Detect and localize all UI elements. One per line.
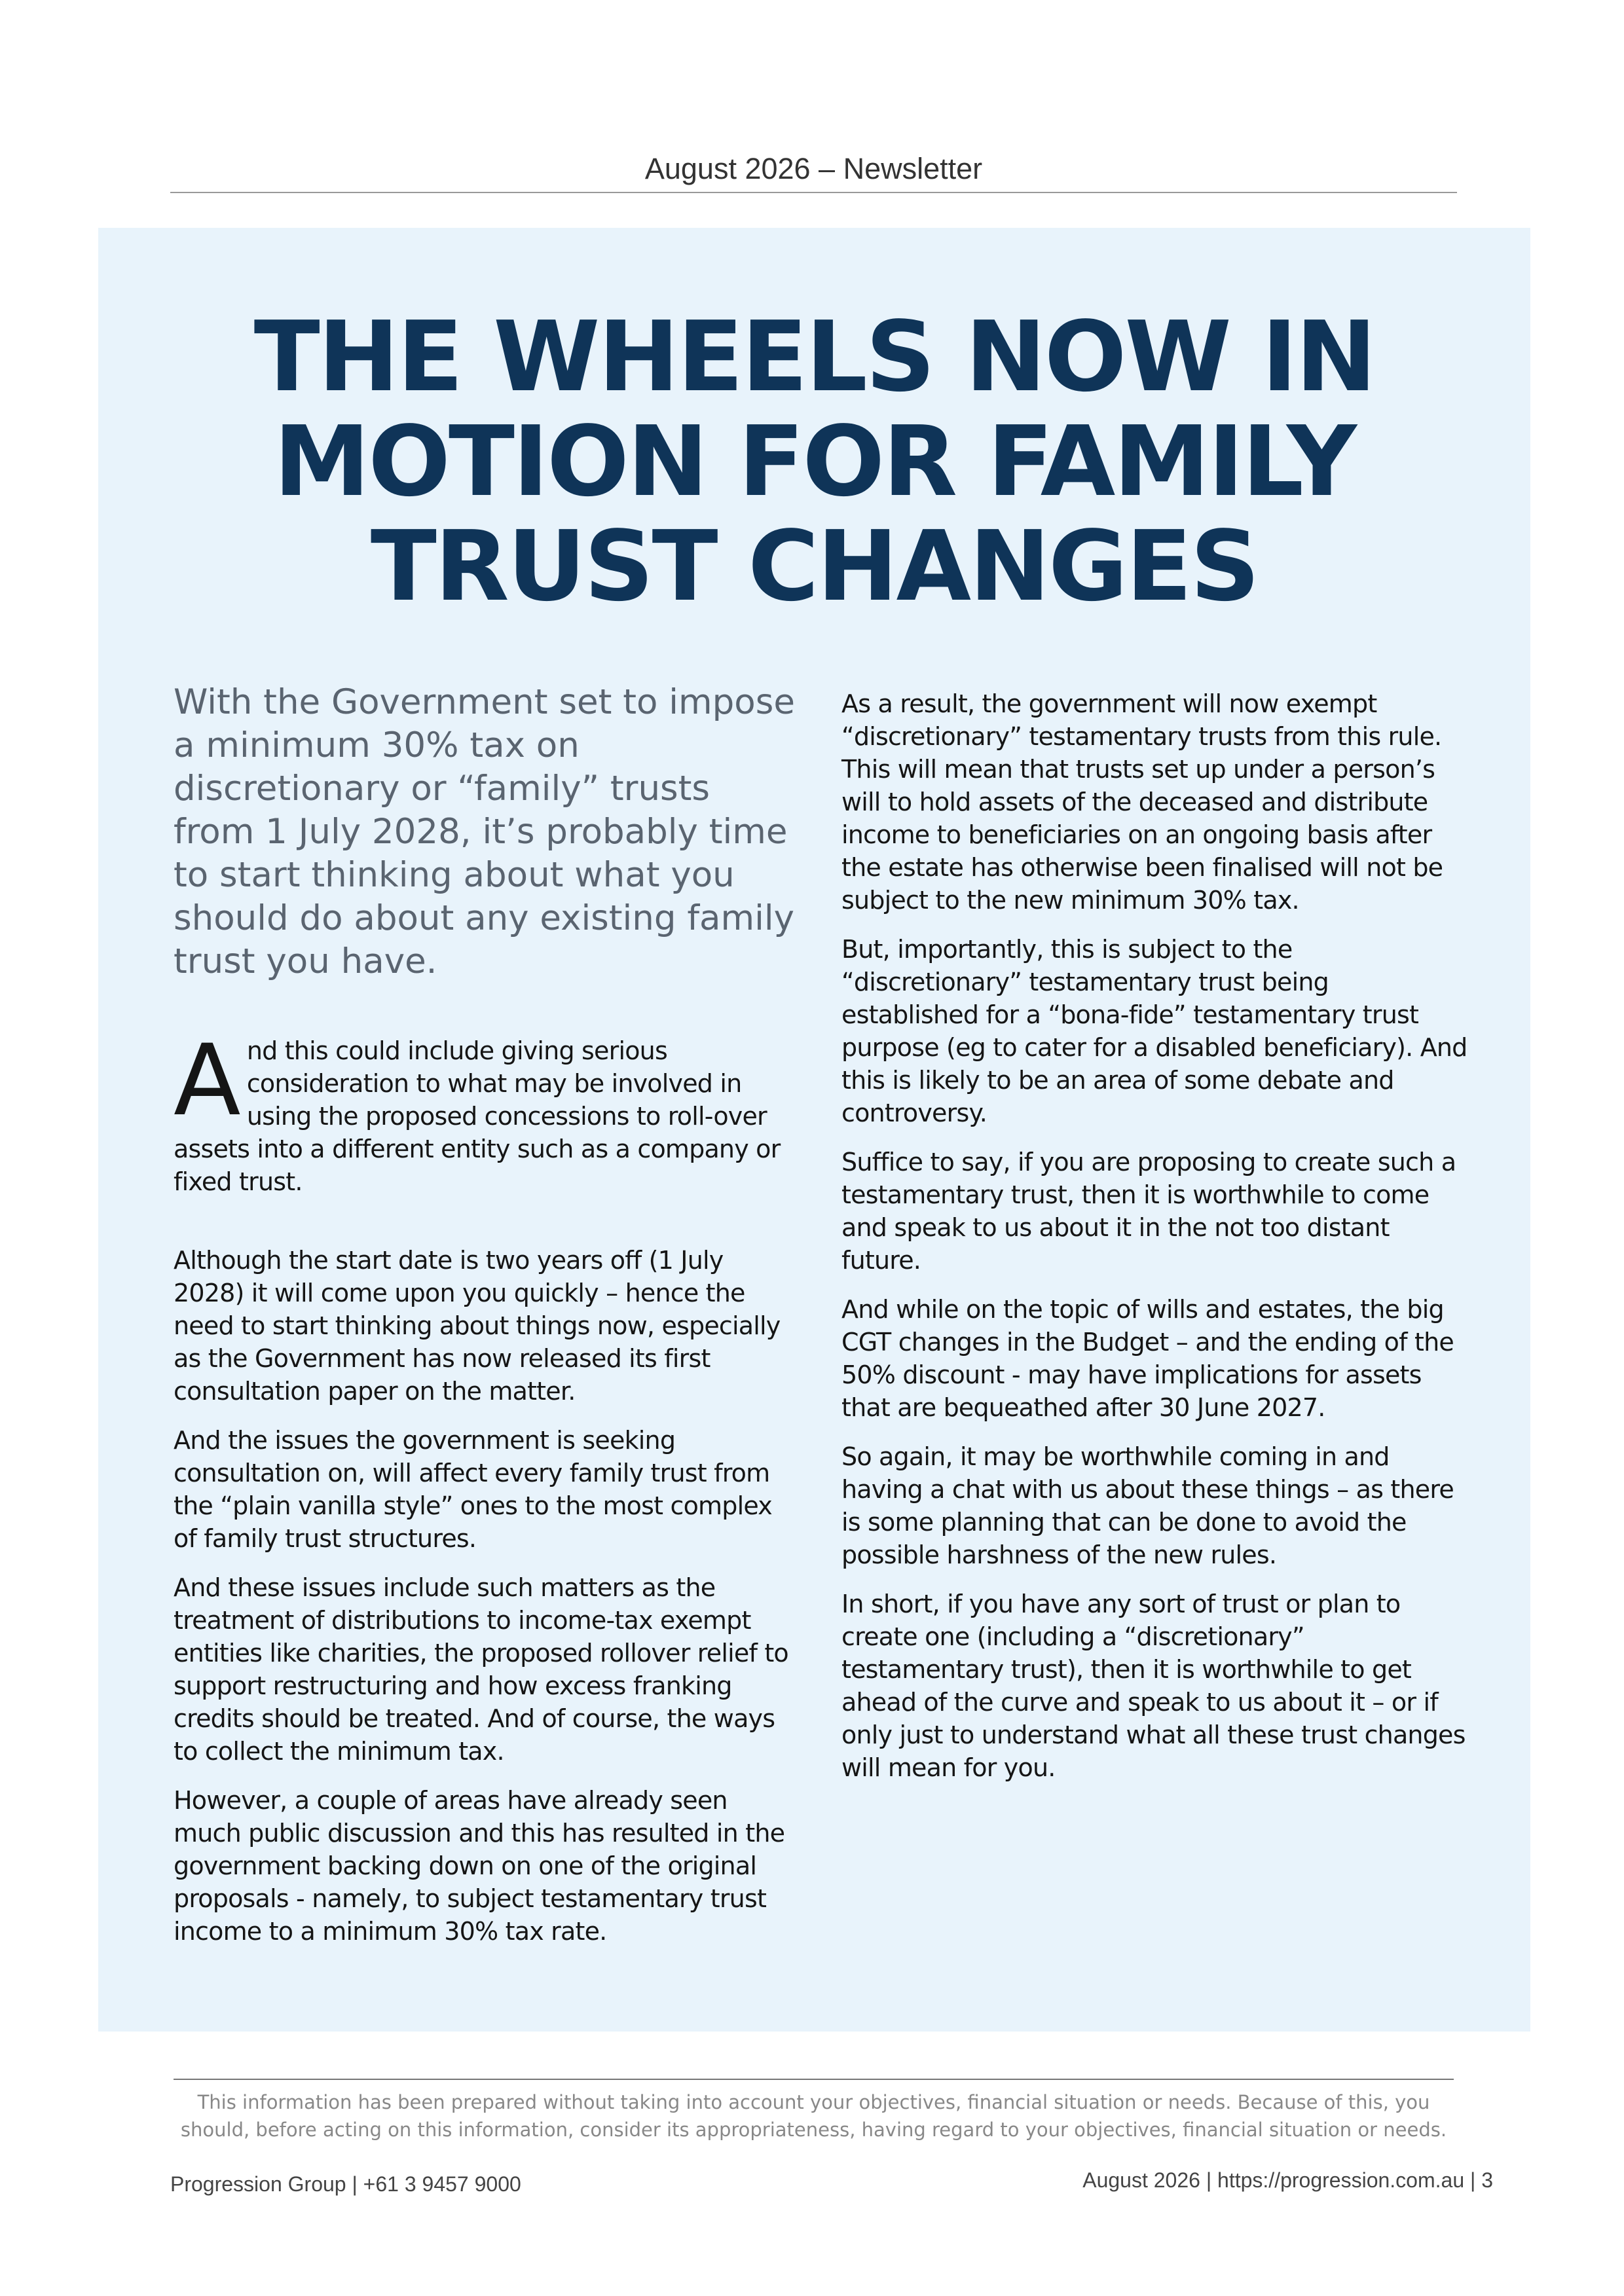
footer-divider [174,2079,1454,2080]
right-paragraph-2: But, importantly, this is subject to the “discretionary” testamentary trust being established for a “bona-fide” testamentary trust purpose (eg to cater for a disabled beneficiary). And this is likely to be an area of some debate and controversy. [841,935,1467,1127]
right-paragraph-5: So again, it may be worthwhile coming in and having a chat with us about these things – as there is some planning that can be done to avoid the possible harshness of the new rules. [841,1442,1454,1569]
right-paragraph-4: And while on the topic of wills and estates, the big CGT changes in the Budget – and the ending of the 50% discount - may have implications for assets that are bequeathed after 30 June 2027. [841,1295,1454,1422]
left-paragraph-1: Although the start date is two years off (1 July 2028) it will come upon you quickly – hence the need to start thinking about things now, especially as the Government has now released its first consultation paper on the matter. [174,1246,781,1406]
drop-cap: A [174,1024,240,1138]
right-paragraph-6: In short, if you have any sort of trust or plan to create one (including a “discretionary” testamentary trust), then it is worthwhile to get ahead of the curve and speak to us about it – or if only just to understand what all these trust changes will mean for you. [841,1590,1466,1782]
dropcap-paragraph-text: nd this could include giving serious consideration to what may be involved in using the proposed concessions to roll-over assets into a different entity such as a company or fixed trust. [174,1036,781,1196]
footer-contact: Progression Group | +61 3 9457 9000 [170,2172,521,2196]
title-line-1: THE WHEELS NOW IN [253,301,1375,413]
disclaimer-text: This information has been prepared without taking into account your objectives, financial situation or needs. Because of this, you should, before acting on this information, consider its appropriateness, having regard to your objectives, financial situation or needs. [180,2091,1447,2141]
right-paragraph-3: Suffice to say, if you are proposing to create such a testamentary trust, then it is worthwhile to come and speak to us about it in the not too distant future. [841,1148,1456,1275]
left-paragraph-4: However, a couple of areas have already seen much public discussion and this has resulted in the government backing down on one of the original proposals - namely, to subject testamentary trust income to a minimum 30% tax rate. [174,1786,785,1946]
left-paragraph-2: And the issues the government is seeking consultation on, will affect every family trust from the “plain vanilla style” ones to the most complex of family trust structures. [174,1426,772,1553]
right-paragraph-1: As a result, the government will now exempt “discretionary” testamentary trusts from this rule. This will mean that trusts set up under a person’s will to hold assets of the deceased and distribute income to beneficiaries on an ongoing basis after the estate has otherwise been finalised will not be subject to the new minimum 30% tax. [841,689,1443,915]
header-divider [170,192,1457,193]
right-column [841,687,1470,1800]
left-paragraph-3: And these issues include such matters as the treatment of distributions to income-tax exempt entities like charities, the proposed rollover relief to support restructuring and how excess franking credits should be treated. And of course, the ways to collect the minimum tax. [174,1573,788,1766]
newsletter-header: August 2026 – Newsletter [644,152,983,185]
footer-page-info: August 2026 | https://progression.com.au | 3 [1082,2168,1493,2192]
title-line-2: MOTION FOR FAMILY [273,405,1356,518]
article-title [98,301,1530,623]
dropcap-paragraph [174,1024,796,1198]
left-column [174,681,796,1964]
title-line-3: TRUST CHANGES [370,510,1259,623]
article-intro: With the Government set to impose a minimum 30% tax on discretionary or “family” trusts from 1 July 2028, it’s probably time to start thinking about what you should do about any existing family trust you have. [174,682,795,981]
